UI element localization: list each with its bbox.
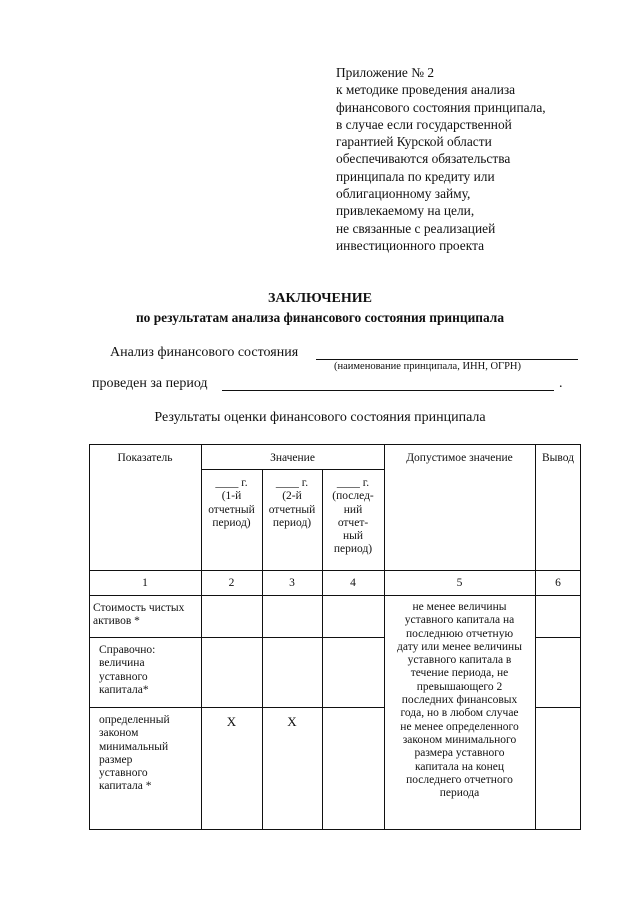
- row-net-assets-line: активов *: [93, 615, 140, 628]
- row-charter-capital-line: величина: [99, 657, 145, 670]
- row-min-capital-line: законом: [99, 727, 139, 740]
- header-allowed: Допустимое значение: [406, 452, 513, 464]
- allowed-value-text: [384, 601, 535, 800]
- header-period-last-line: ____ г.: [336, 477, 370, 489]
- allowed-value-line: периода: [439, 787, 480, 800]
- row-min-capital-line: уставного: [99, 767, 148, 780]
- header-period-last-line: (послед-: [332, 490, 374, 503]
- header-period-1-line: период): [212, 516, 251, 529]
- period-end-dot: .: [559, 376, 563, 391]
- allowed-value-line: капитала на конец: [414, 760, 505, 773]
- principal-name-caption: (наименование принципала, ИНН, ОГРН): [334, 361, 522, 372]
- row-min-capital-line: размер: [99, 753, 133, 766]
- header-period-2-line: (2-й: [282, 490, 302, 503]
- header-period-last: [322, 477, 384, 557]
- header-period-1-line: ____ г.: [215, 477, 248, 489]
- row2-bottom-line-conclusion: [535, 707, 581, 708]
- row-charter-capital-line: уставного: [99, 670, 148, 683]
- table-border-right: [580, 444, 581, 830]
- column-number-6: 6: [555, 577, 561, 589]
- row1-bottom-line-conclusion: [535, 637, 581, 638]
- column-number-2: 2: [228, 577, 235, 589]
- principal-name-field[interactable]: [316, 343, 578, 360]
- row-net-assets-line: Стоимость чистых: [93, 602, 185, 614]
- table-border-left: [89, 444, 90, 830]
- allowed-value-line: законом минимального: [402, 733, 517, 746]
- allowed-value-line: течение периода, не: [410, 667, 509, 680]
- allowed-value-line: последнего отчетного: [406, 773, 513, 786]
- appendix-line: облигационному займу,: [336, 186, 471, 202]
- row-min-capital-line: минимальный: [99, 740, 169, 753]
- row1-bottom-line: [89, 637, 384, 638]
- header-period-1-line: (1-й: [221, 490, 242, 503]
- header-period-2-line: отчетный: [268, 503, 316, 516]
- period-label: проведен за период: [92, 376, 208, 391]
- header-period-last-line: ный: [342, 530, 364, 543]
- header-period-2-line: ____ г.: [275, 477, 309, 489]
- allowed-value-line: года, но в любом случае: [400, 707, 519, 720]
- column-number-4: 4: [350, 577, 356, 589]
- table-border-top: [89, 444, 581, 445]
- allowed-value-line: последнюю отчетную: [405, 627, 514, 640]
- row2-bottom-line: [89, 707, 384, 708]
- header-conclusion: Вывод: [541, 452, 575, 464]
- appendix-line: привлекаемому на цели,: [336, 203, 475, 219]
- header-indicator: Показатель: [117, 452, 173, 464]
- allowed-value-line: уставного капитала в: [407, 654, 512, 667]
- header-period-last-line: период): [333, 543, 373, 556]
- analysis-label: Анализ финансового состояния: [110, 345, 299, 360]
- appendix-line: финансового состояния принципала,: [336, 99, 546, 115]
- allowed-value-line: уставного капитала на: [404, 614, 515, 627]
- x-mark-period-1: X: [226, 714, 237, 729]
- row-min-capital-line: определенный: [99, 714, 170, 726]
- row-min-capital-line: капитала *: [99, 780, 152, 793]
- x-mark-period-2: X: [287, 714, 297, 729]
- col-divider-5: [535, 444, 536, 830]
- row-charter-capital-line: капитала*: [99, 683, 149, 696]
- appendix-line: к методике проведения анализа: [336, 82, 516, 98]
- header-period-1: [201, 477, 262, 530]
- column-number-5: 5: [456, 577, 463, 589]
- results-title: Результаты оценки финансового состояния принципала: [154, 410, 486, 425]
- appendix-line: не связанные с реализацией: [336, 220, 496, 236]
- appendix-line: Приложение № 2: [336, 65, 435, 80]
- column-number-3: 3: [289, 577, 295, 589]
- period-field[interactable]: [222, 375, 554, 391]
- header-period-2: [262, 477, 322, 530]
- allowed-value-line: размера уставного: [414, 747, 505, 760]
- row-charter-capital-line: Справочно:: [99, 644, 156, 656]
- row-charter-capital: [99, 644, 199, 697]
- header-period-2-line: период): [272, 516, 312, 529]
- numbers-bottom-line: [89, 595, 581, 596]
- results-table: [89, 444, 581, 830]
- appendix-line: принципала по кредиту или: [336, 168, 495, 184]
- document-title: ЗАКЛЮЧЕНИЕ: [267, 291, 373, 306]
- allowed-value-line: последних финансовых: [401, 694, 518, 707]
- header-value: Значение: [270, 452, 315, 464]
- table-border-bottom: [89, 829, 581, 830]
- allowed-value-line: не менее определенного: [400, 720, 519, 733]
- appendix-line: обеспечиваются обязательства: [336, 151, 511, 167]
- header-period-1-line: отчетный: [208, 503, 255, 516]
- column-number-1: 1: [142, 577, 148, 589]
- header-bottom-line: [89, 570, 581, 571]
- appendix-note: [336, 64, 626, 254]
- allowed-value-line: не менее величины: [412, 601, 507, 613]
- appendix-line: в случае если государственной: [336, 116, 512, 132]
- allowed-value-line: превышающего 2: [416, 680, 503, 693]
- appendix-line: инвестиционного проекта: [336, 237, 485, 253]
- header-period-last-line: отчет-: [337, 516, 369, 529]
- row-net-assets: [93, 602, 201, 629]
- value-subheader-line: [201, 469, 384, 470]
- appendix-line: гарантией Курской области: [336, 134, 492, 150]
- row-min-capital: [99, 714, 199, 794]
- header-period-last-line: ний: [343, 503, 363, 516]
- document-subtitle: по результатам анализа финансового состояния принципала: [135, 310, 505, 325]
- allowed-value-line: дату или менее величины: [397, 640, 522, 653]
